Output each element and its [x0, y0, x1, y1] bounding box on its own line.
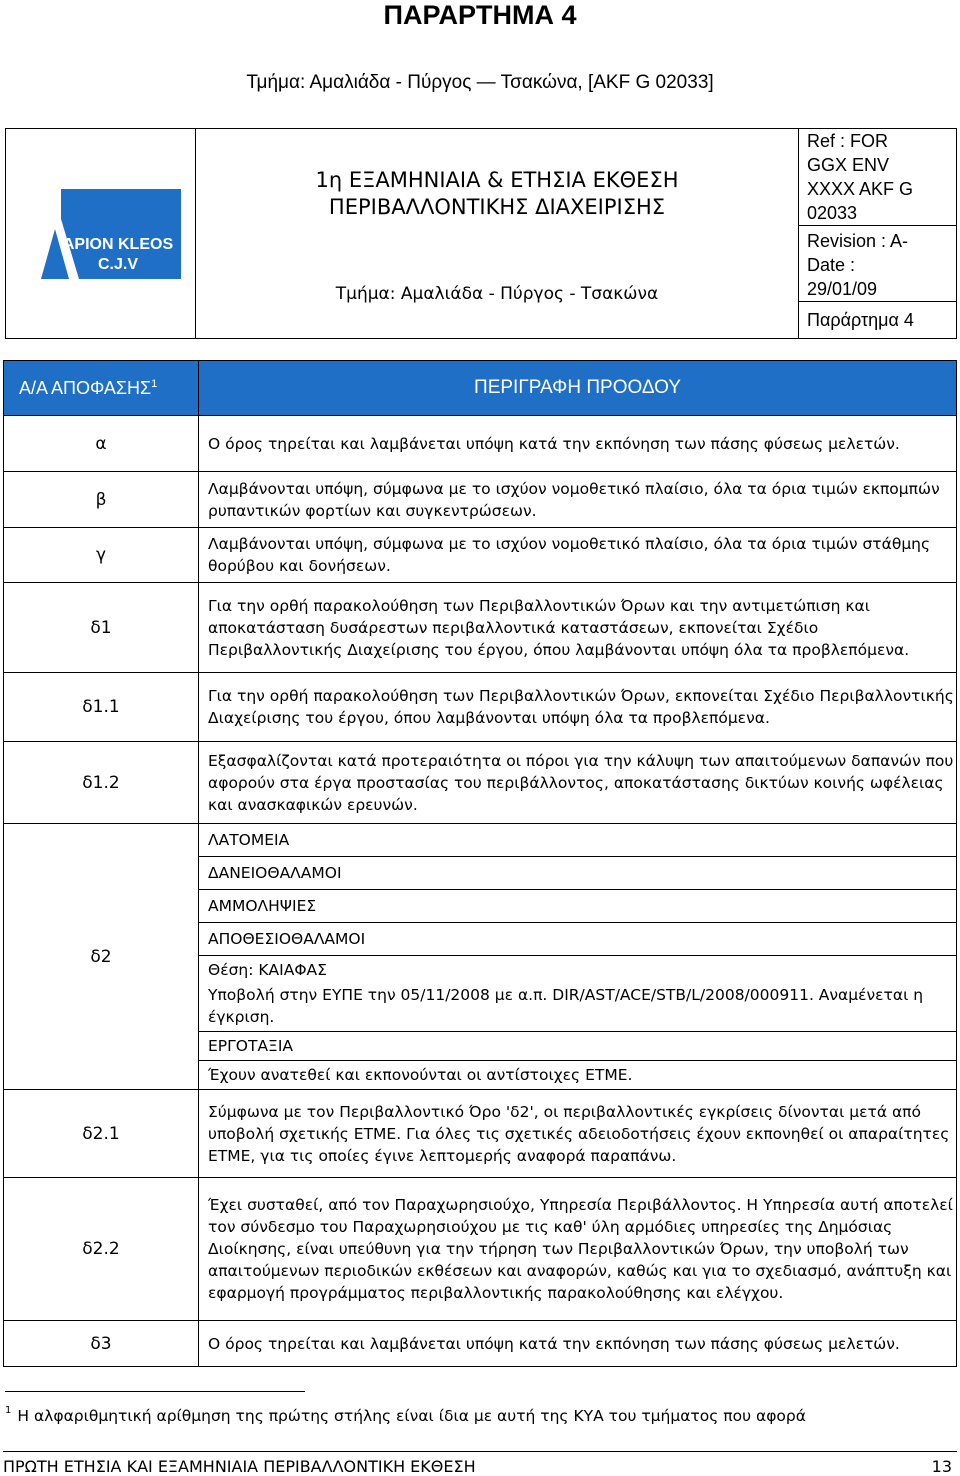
table-row: [4, 1321, 957, 1367]
list-item: Υποβολή στην ΕΥΠΕ την 05/11/2008 με α.π. DIR/AST/ACE/STB/L/2008/000911. Αναμένεται η έγκριση.: [199, 984, 956, 1032]
annex-cell: [799, 302, 957, 339]
list-item: Θέση: ΚΑΙΑΦΑΣ: [208, 961, 327, 979]
ref-line1: Ref : FOR: [807, 131, 889, 151]
revision-text: Revision : A-: [807, 231, 909, 251]
row-code: δ1.2: [4, 742, 199, 824]
list-item: ΕΡΓΟΤΑΞΙΑ: [199, 1032, 956, 1061]
table-row: [4, 742, 957, 824]
ref-line3: XXXX AKF G: [807, 179, 914, 199]
footer-separator: [3, 1451, 957, 1452]
row-code: δ3: [4, 1321, 199, 1367]
row-code: β: [4, 472, 199, 528]
row-description: Για την ορθή παρακολούθηση των Περιβαλλοντικών Όρων και την αντιμετώπιση και αποκατάσταση δυσάρεστων περιβαλλοντικά καταστάσεων, εκπονείται Σχέδιο Περιβαλλοντικής Διαχείρισης του έργου, όπου λαμβάνονται υπόψη όλα τα προβλεπόμενα.: [199, 583, 957, 673]
row-code: δ2.1: [4, 1090, 199, 1178]
row-description: Για την ορθή παρακολούθηση των Περιβαλλοντικών Όρων, εκπονείται Σχέδιο Περιβαλλοντικής Διαχείρισης του έργου, όπου λαμβάνονται υπόψη όλα τα προβλεπόμενα.: [199, 673, 957, 742]
row-description: Ο όρος τηρείται και λαμβάνεται υπόψη κατά την εκπόνηση των πάσης φύσεως μελετών.: [199, 416, 957, 472]
logo-line1: APION KLEOS: [62, 235, 174, 253]
page-subtitle: Τμήμα: Αμαλιάδα - Πύργος — Τσακώνα, [AKF G 02033]: [246, 72, 714, 93]
footnote-text: Η αλφαριθμητική αρίθμηση της πρώτης στήλης είναι ίδια με αυτή της ΚΥΑ του τμήματος που αφορά: [17, 1407, 806, 1425]
row-code: γ: [4, 528, 199, 583]
ref-line4: 02033: [807, 203, 858, 223]
page-number: 13: [931, 1457, 952, 1476]
table-row: [4, 824, 957, 1090]
list-item: ΑΠΟΘΕΣΙΟΘΑΛΑΜΟΙ: [199, 923, 956, 956]
row-code: δ1: [4, 583, 199, 673]
table-row: [4, 1090, 957, 1178]
row-description: Λαμβάνονται υπόψη, σύμφωνα με το ισχύον νομοθετικό πλαίσιο, όλα τα όρια τιμών στάθμης θορύβου και δονήσεων.: [199, 528, 957, 583]
company-logo: [21, 189, 181, 279]
logo-text: [61, 235, 176, 275]
row-description: Λαμβάνονται υπόψη, σύμφωνα με το ισχύον νομοθετικό πλαίσιο, όλα τα όρια τιμών εκπομπών ρυπαντικών φορτίων και συγκεντρώσεων.: [199, 472, 957, 528]
table-row: [4, 528, 957, 583]
list-item: ΔΑΝΕΙΟΘΑΛΑΜΟΙ: [199, 857, 956, 890]
list-item: ΑΜΜΟΛΗΨΙΕΣ: [199, 890, 956, 923]
page-title: ΠΑΡΑΡΤΗΜΑ 4: [383, 0, 577, 30]
column-header-decision: Α/Α ΑΠΟΦΑΣΗΣ$^1$: [4, 361, 199, 416]
row-description: Εξασφαλίζονται κατά προτεραιότητα οι πόροι για την κάλυψη των απαιτούμενων δαπανών που αφορούν στα έργα προστασίας του περιβάλλοντος, αποκατάστασης δικτύων κοινής ωφέλειας και ανασκαφικών ερευνών.: [199, 742, 957, 824]
row-description: Σύμφωνα με τον Περιβαλλοντικό Όρο 'δ2', οι περιβαλλοντικές εγκρίσεις δίνονται μετά από υποβολή σχετικής ΕΤΜΕ. Για όλες τις σχετικές αδειοδοτήσεις έχουν εκπονηθεί οι απαραίτητες ΕΤΜΕ, για τις οποίες έγινε λεπτομερής αναφορά παραπάνω.: [199, 1090, 957, 1178]
ref-line2: GGX ENV: [807, 155, 890, 175]
table-header-row: [4, 361, 957, 416]
footnote-number: 1: [5, 1405, 12, 1416]
report-title: [196, 167, 798, 221]
footer-title: ΠΡΩΤΗ ΕΤΗΣΙΑ ΚΑΙ ΕΞΑΜΗΝΙΑΙΑ ΠΕΡΙΒΑΛΛΟΝΤΙΚΗ ΕΚΘΕΣΗ: [3, 1457, 476, 1476]
date-label: Date :: [807, 255, 856, 275]
list-item: ΛΑΤΟΜΕΙΑ: [199, 824, 956, 857]
report-title-line1: 1η ΕΞΑΜΗΝΙΑΙΑ & ΕΤΗΣΙΑ ΕΚΘΕΣΗ: [315, 168, 679, 192]
row-code: δ2.2: [4, 1178, 199, 1321]
row-code: δ2: [4, 824, 199, 1090]
table-row: [4, 673, 957, 742]
reference-cell: [799, 129, 957, 226]
row-description-list: [199, 824, 957, 1090]
report-title-line2: ΠΕΡΙΒΑΛΛΟΝΤΙΚΗΣ ΔΙΑΧΕΙΡΙΣΗΣ: [328, 195, 666, 219]
row-code: δ1.1: [4, 673, 199, 742]
table-row: [4, 583, 957, 673]
date-value: 29/01/09: [807, 279, 878, 299]
list-item: Έχουν ανατεθεί και εκπονούνται οι αντίστοιχες ΕΤΜΕ.: [208, 1066, 633, 1084]
table-row: [4, 1178, 957, 1321]
document-header: [5, 128, 957, 339]
logo-line2: C.J.V: [97, 255, 138, 273]
footnote-separator: [5, 1391, 305, 1392]
row-description: Ο όρος τηρείται και λαμβάνεται υπόψη κατά την εκπόνηση των πάσης φύσεως μελετών.: [199, 1321, 957, 1367]
report-department: Τμήμα: Αμαλιάδα - Πύργος - Τσακώνα: [335, 284, 659, 304]
logo-cell: [6, 129, 196, 339]
progress-table: [3, 360, 957, 1367]
d2-subitems: [199, 824, 956, 1089]
report-title-cell: [196, 129, 799, 339]
table-row: [4, 416, 957, 472]
table-row: [4, 472, 957, 528]
annex-label: Παράρτημα 4: [807, 310, 914, 330]
footnote: [5, 1405, 806, 1425]
revision-cell: [799, 226, 957, 302]
row-description: Έχει συσταθεί, από τον Παραχωρησιούχο, Υπηρεσία Περιβάλλοντος. Η Υπηρεσία αυτή αποτελεί τον σύνδεσμο του Παραχωρησιούχου με τις καθ' ύλη αρμόδιες υπηρεσίες της Δημόσιας Διοίκησης, είναι υπεύθυνη για την τήρηση των Περιβαλλοντικών Όρων, την υποβολή των απαιτούμενων περιοδικών εκθέσεων και αναφορών, καθώς και για το σχεδιασμό, ανάπτυξη και εφαρμογή προγράμματος περιβαλλοντικής παρακολούθησης και ελέγχου.: [199, 1178, 957, 1321]
row-code: α: [4, 416, 199, 472]
column-header-progress: ΠΕΡΙΓΡΑΦΗ ΠΡΟΟΔΟΥ: [199, 361, 957, 416]
footnote-ref: 1: [151, 377, 158, 390]
